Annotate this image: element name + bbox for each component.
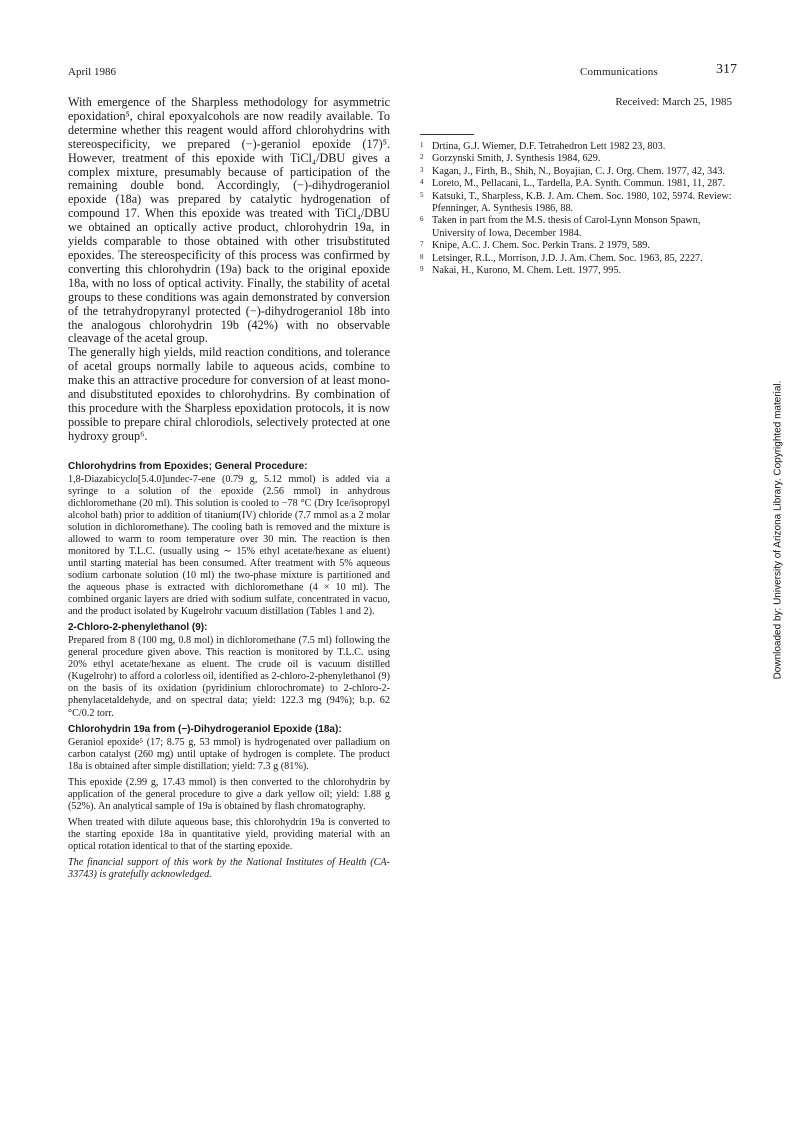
general-procedure-text: 1,8-Diazabicyclo[5.4.0]undec-7-ene (0.79 g, 5.12 mmol) is added via a syringe to a solution of the epoxide (2.56 mmol) in anhydrous dichloromethane (20 ml). This solution is cooled to −78 °C (Dry Ice/isopropyl alcohol bath) prior to addition of titanium(IV) chloride (7.7 mmol as a 2 molar solution in dichloromethane). The cooling bath is removed and the mixture is allowed to warm to room temperature over 30 min. The reaction is then monitored by T.L.C. (usually using ∼ 15% ethyl acetate/hexane as eluent) until starting material has been consumed. After treatment with 5% aqueous sodium carbonate solution (10 ml) the two-phase mixture is partitioned and the aqueous phase is extracted with dichloromethane (4 × 10 ml). The combined organic layers are dried with sodium sulfate, concentrated in vacuo, and the product isolated by Kugelrohr vacuum distillation (Tables 1 and 2). [68,473,390,618]
chlorohydrin-section [68,724,390,882]
phenylethanol-title: 2-Chloro-2-phenylethanol (9): [68,622,208,634]
reference-item: 8 Letsinger, R.L., Morrison, J.D. J. Am. Chem. Soc. 1963, 85, 2227. [420,252,703,264]
phenylethanol-section [68,622,390,719]
chlorohydrin-text-2: This epoxide (2.99 g, 17.43 mmol) is then converted to the chlorohydrin by application of the general procedure to give a dark yellow oil; yield: 1.88 g (52%). An analytical sample of 19a is obtained by flash chromatography. [68,776,390,812]
download-notice [771,368,785,692]
reference-item: 5 Katsuki, T., Sharpless, K.B. J. Am. Chem. Soc. 1980, 102, 5974. Review: Pfenninger, A. Synthesis 1986, 88. [420,190,732,215]
page-number: 317 [716,62,737,77]
header-date: April 1986 [68,66,116,78]
reference-item: 6 Taken in part from the M.S. thesis of Carol-Lynn Monson Spawn, University of Iowa, December 1984. [420,215,701,239]
reference-item: 3 Kagan, J., Firth, B., Shih, N., Boyajian, C. J. Org. Chem. 1977, 42, 343. [420,165,725,177]
header-section: Communications [580,66,658,78]
right-column [420,96,732,277]
chlorohydrin-text-1: Geraniol epoxide⁵ (17; 8.75 g, 53 mmol) is hydrogenated over palladium on carbon catalyst (260 mg) until uptake of hydrogen is complete. The product 18a is obtained after simple distillation; yield: 7.3 g (81%). [68,736,390,772]
reference-item: 9 Nakai, H., Kurono, M. Chem. Lett. 1977, 995. [420,265,622,277]
reference-item: 1 Drtina, G.J. Wiemer, D.F. Tetrahedron Lett 1982 23, 803. [420,141,666,152]
reference-item: 7 Knipe, A.C. J. Chem. Soc. Perkin Trans. 2 1979, 589. [420,240,650,252]
acknowledgement: The financial support of this work by the National Institutes of Health (CA-33743) is gratefully acknowledged. [68,856,390,881]
left-column [68,96,390,881]
chlorohydrin-text-3: When treated with dilute aqueous base, this chlorohydrin 19a is converted to the starting epoxide 18a in quantitative yield, providing material with an optical rotation identical to that of the starting epoxide. [68,816,390,852]
body-paragraph-2: The generally high yields, mild reaction conditions, and tolerance of acetal groups normally labile to aqueous acids, combine to make this an attractive procedure for conversion of at least mono- and disubstituted epoxides to chlorohydrins. By combination of this procedure with the Sharpless epoxidation protocols, it is now possible to prepare chiral chlorodiols, selectively protected at one hydroxy group⁶. [68,345,390,443]
reference-list [420,141,732,277]
reference-item: 2 Gorzynski Smith, J. Synthesis 1984, 629. [420,153,601,165]
reference-item: 4 Loreto, M., Pellacani, L., Tardella, P.A. Synth. Commun. 1981, 11, 287. [420,178,725,190]
phenylethanol-text: Prepared from 8 (100 mg, 0.8 mol) in dichloromethane (7.5 ml) following the general procedure given above. This reaction is monitored by T.L.C. using 20% ethyl acetate/hexane as eluent. The crude oil is vacuum distilled (Kugelrohr) to afford a colorless oil, identified as 2-chloro-2-phenylethanol (9) on the basis of its oxidation (pyridinium chlorochromate) to 2-chloro-2-phenylacetaldehyde, and on spectral data; yield: 122.3 mg (94%); b.p. 62 °C/0.2 torr. [68,635,390,719]
body-paragraph-1: With emergence of the Sharpless methodology for asymmetric epoxidation⁵, chiral epoxyalcohols are now readily available. To determine whether this reagent would afford chlorohydrins with stereospecificity, we prepared (−)-geraniol epoxide (17)⁵. However, treatment of this epoxide with TiCl₄/DBU gives a complex mixture, presumably because of participation of the remaining double bond. Accordingly, (−)-dihydrogeraniol epoxide (18a) was prepared by catalytic hydrogenation of compound 17. When this epoxide was treated with TiCl₄/DBU we obtained an optically active product, chlorohydrin 19a, in yields comparable to those obtained with other trisubstituted epoxides. The stereospecificity of this process was confirmed by converting this chlorohydrin (19a) back to the original epoxide 18a, with no loss of optical activity. Finally, the stability of acetal groups to these conditions was again demonstrated by conversion of the tetrahydropyranyl protected (−)-dihydrogeraniol 18b into the analogous chlorohydrin 19b (42%) with no observable cleavage of the acetal group. [68,95,390,346]
reference-divider [420,134,474,135]
received-date: Received: March 25, 1985 [615,96,732,108]
chlorohydrin-title: Chlorohydrin 19a from (−)-Dihydrogeraniol Epoxide (18a): [68,723,342,735]
general-procedure-section [68,461,390,619]
download-notice-text: Downloaded by: University of Arizona Library. Copyrighted material. [772,380,784,680]
general-procedure-title: Chlorohydrins from Epoxides; General Procedure: [68,460,308,472]
